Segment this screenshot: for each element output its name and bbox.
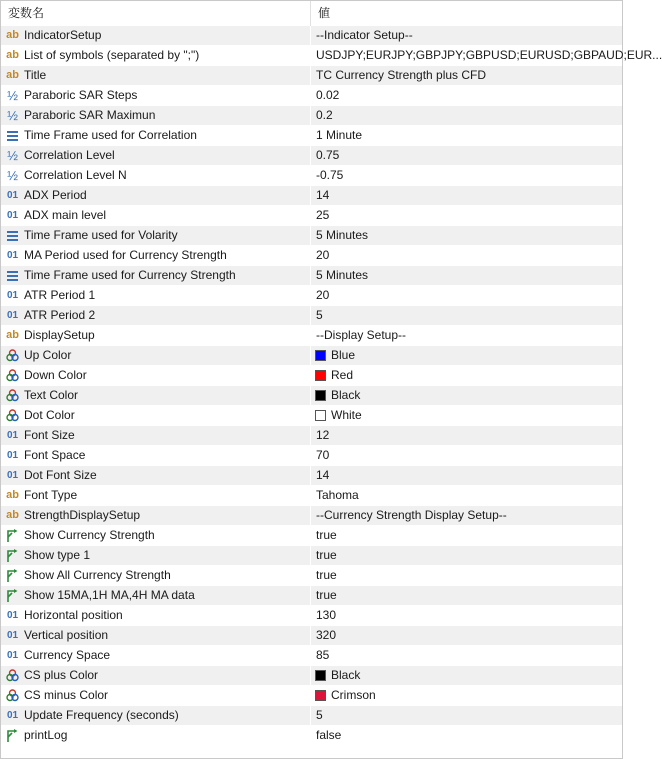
parameter-row[interactable] (1, 406, 622, 426)
parameter-row[interactable] (1, 386, 622, 406)
parameter-value-cell[interactable] (311, 66, 622, 85)
parameter-value-cell[interactable] (311, 446, 622, 465)
parameter-value: 5 (316, 308, 323, 322)
parameter-row[interactable] (1, 226, 622, 246)
double-type-icon: ½ (7, 148, 18, 163)
parameter-row[interactable] (1, 666, 622, 686)
parameter-name: ADX Period (24, 188, 87, 202)
parameter-value-cell[interactable] (311, 126, 622, 145)
parameter-name: ATR Period 2 (24, 308, 96, 322)
parameter-value: 0.75 (316, 148, 340, 162)
parameter-name: Show 15MA,1H MA,4H MA data (24, 588, 195, 602)
parameter-value: 5 Minutes (316, 228, 369, 242)
parameter-value-cell[interactable] (311, 386, 622, 405)
color-type-icon (5, 408, 20, 423)
parameter-value: 0.2 (316, 108, 333, 122)
parameter-value-cell[interactable] (311, 466, 622, 485)
parameter-value: Blue (331, 348, 356, 362)
parameter-value-cell[interactable] (311, 626, 622, 645)
parameter-name: Time Frame used for Currency Strength (24, 268, 236, 282)
parameter-row[interactable] (1, 446, 622, 466)
parameter-row[interactable] (1, 606, 622, 626)
parameter-value-cell[interactable] (311, 326, 622, 345)
parameter-value-cell[interactable] (311, 606, 622, 625)
parameter-row[interactable] (1, 106, 622, 126)
parameter-name: ADX main level (24, 208, 107, 222)
bool-type-icon (5, 548, 20, 563)
parameter-name-cell[interactable] (1, 686, 311, 705)
parameter-value-cell[interactable] (311, 406, 622, 425)
integer-type-icon: 01 (6, 210, 19, 221)
parameter-name-cell[interactable] (1, 666, 311, 685)
bool-type-icon (5, 728, 20, 743)
parameter-value-cell[interactable] (311, 226, 622, 245)
parameter-name-cell[interactable] (1, 606, 311, 625)
parameter-name: Text Color (24, 388, 79, 402)
parameter-name-cell[interactable] (1, 466, 311, 485)
parameter-name-cell[interactable] (1, 346, 311, 365)
parameter-value: true (316, 548, 337, 562)
color-type-icon (5, 368, 20, 383)
string-type-icon: ab (6, 69, 19, 81)
column-header-value[interactable]: 値 (318, 6, 331, 20)
parameter-row[interactable] (1, 66, 622, 86)
parameter-name-cell[interactable] (1, 426, 311, 445)
parameter-row[interactable] (1, 426, 622, 446)
parameter-name: Update Frequency (seconds) (24, 708, 179, 722)
parameter-name-cell[interactable] (1, 106, 311, 125)
bool-type-icon (5, 588, 20, 603)
double-type-icon: ½ (7, 168, 18, 183)
parameter-value: Black (331, 668, 361, 682)
string-type-icon: ab (6, 509, 19, 521)
parameter-name: Show Currency Strength (24, 528, 155, 542)
parameter-name: Show All Currency Strength (24, 568, 171, 582)
parameter-value: --Display Setup-- (316, 328, 407, 342)
parameter-value: Red (331, 368, 354, 382)
parameter-name-cell[interactable] (1, 286, 311, 305)
parameter-name-cell[interactable] (1, 406, 311, 425)
parameter-value-cell[interactable] (311, 46, 662, 65)
parameter-name: Font Type (24, 488, 78, 502)
parameter-value-cell[interactable] (311, 166, 622, 185)
parameter-value: 14 (316, 468, 330, 482)
double-type-icon: ½ (7, 88, 18, 103)
parameter-value: --Indicator Setup-- (316, 28, 413, 42)
parameter-value: Black (331, 388, 361, 402)
parameter-value-cell[interactable] (311, 506, 622, 525)
parameter-value: 0.02 (316, 88, 340, 102)
parameter-name-cell[interactable] (1, 226, 311, 245)
parameter-value: false (316, 728, 342, 742)
parameter-value-cell[interactable] (311, 666, 622, 685)
parameter-row[interactable] (1, 566, 622, 586)
color-swatch (315, 350, 326, 361)
parameter-value-cell[interactable] (311, 86, 622, 105)
parameter-value: 320 (316, 628, 337, 642)
parameter-row[interactable] (1, 366, 622, 386)
parameter-row[interactable] (1, 486, 622, 506)
parameter-name-cell[interactable] (1, 266, 311, 285)
parameter-name: Time Frame used for Volarity (24, 228, 178, 242)
parameter-row[interactable] (1, 686, 622, 706)
string-type-icon: ab (6, 29, 19, 41)
color-swatch (315, 390, 326, 401)
color-type-icon (5, 388, 20, 403)
parameter-row[interactable] (1, 286, 622, 306)
parameter-name-cell[interactable] (1, 706, 311, 725)
parameter-value-cell[interactable] (311, 366, 622, 385)
parameter-value-cell[interactable] (311, 306, 622, 325)
double-type-icon: ½ (7, 108, 18, 123)
integer-type-icon: 01 (6, 250, 19, 261)
parameter-name-cell[interactable] (1, 546, 311, 565)
parameter-row[interactable] (1, 526, 622, 546)
integer-type-icon: 01 (6, 650, 19, 661)
color-swatch (315, 370, 326, 381)
parameter-row[interactable] (1, 126, 622, 146)
parameter-value-cell[interactable] (311, 486, 622, 505)
parameter-name-cell[interactable] (1, 366, 311, 385)
parameter-value: 20 (316, 248, 330, 262)
integer-type-icon: 01 (6, 630, 19, 641)
parameter-value: --Currency Strength Display Setup-- (316, 508, 507, 522)
parameter-row[interactable] (1, 726, 622, 746)
parameter-row[interactable] (1, 706, 622, 726)
parameter-name-cell[interactable] (1, 146, 311, 165)
integer-type-icon: 01 (6, 430, 19, 441)
color-type-icon (5, 688, 20, 703)
parameter-row[interactable] (1, 166, 622, 186)
parameter-rows (1, 26, 662, 746)
parameter-name-cell[interactable] (1, 626, 311, 645)
column-divider[interactable] (310, 1, 311, 26)
parameter-name-cell[interactable] (1, 566, 311, 585)
parameter-name: MA Period used for Currency Strength (24, 248, 227, 262)
enum-type-icon (5, 268, 20, 283)
parameter-row[interactable] (1, 266, 622, 286)
parameter-value-cell[interactable] (311, 266, 622, 285)
parameter-name: List of symbols (separated by ";") (24, 48, 200, 62)
parameter-value-cell[interactable] (311, 286, 622, 305)
parameter-name: ATR Period 1 (24, 288, 96, 302)
parameter-value-cell[interactable] (311, 686, 622, 705)
parameter-name-cell[interactable] (1, 46, 311, 65)
parameter-value: 85 (316, 648, 330, 662)
parameter-value: true (316, 568, 337, 582)
parameter-row[interactable] (1, 346, 622, 366)
parameter-name-cell[interactable] (1, 166, 311, 185)
parameter-name: Up Color (24, 348, 72, 362)
parameter-name: Vertical position (24, 628, 109, 642)
parameter-name: Paraboric SAR Maximun (24, 108, 156, 122)
parameter-value-cell[interactable] (311, 566, 622, 585)
parameter-name-cell[interactable] (1, 86, 311, 105)
parameter-name-cell[interactable] (1, 646, 311, 665)
parameter-value-cell[interactable] (311, 346, 622, 365)
parameter-name: Title (24, 68, 47, 82)
parameter-value-cell[interactable] (311, 526, 622, 545)
parameter-row[interactable] (1, 206, 622, 226)
parameter-name: DisplaySetup (24, 328, 95, 342)
integer-type-icon: 01 (6, 310, 19, 321)
parameter-name-cell[interactable] (1, 186, 311, 205)
parameter-value: true (316, 528, 337, 542)
parameter-value-cell[interactable] (311, 26, 622, 45)
parameter-name: Paraboric SAR Steps (24, 88, 138, 102)
parameter-name-cell[interactable] (1, 246, 311, 265)
parameter-name-cell[interactable] (1, 726, 311, 745)
parameter-row[interactable] (1, 86, 622, 106)
column-header-name[interactable]: 変数名 (8, 6, 45, 20)
parameter-value: 70 (316, 448, 330, 462)
parameter-name: IndicatorSetup (24, 28, 102, 42)
parameter-row[interactable] (1, 26, 622, 46)
parameter-value: 1 Minute (316, 128, 363, 142)
color-swatch (315, 410, 326, 421)
integer-type-icon: 01 (6, 190, 19, 201)
parameter-name: Dot Color (24, 408, 75, 422)
parameter-row[interactable] (1, 586, 622, 606)
parameter-name: Correlation Level N (24, 168, 127, 182)
parameter-row[interactable] (1, 186, 622, 206)
parameter-value-cell[interactable] (311, 186, 622, 205)
parameter-row[interactable] (1, 626, 622, 646)
string-type-icon: ab (6, 329, 19, 341)
parameter-row[interactable] (1, 146, 622, 166)
integer-type-icon: 01 (6, 470, 19, 481)
parameter-value: 130 (316, 608, 337, 622)
integer-type-icon: 01 (6, 610, 19, 621)
parameter-name: CS plus Color (24, 668, 99, 682)
parameter-name: Dot Font Size (24, 468, 97, 482)
parameter-value: -0.75 (316, 168, 344, 182)
enum-type-icon (5, 228, 20, 243)
parameter-name-cell[interactable] (1, 486, 311, 505)
parameter-name: CS minus Color (24, 688, 109, 702)
grid-header (1, 1, 622, 27)
parameter-row[interactable] (1, 506, 622, 526)
parameter-name: Down Color (24, 368, 87, 382)
parameter-value: TC Currency Strength plus CFD (316, 68, 487, 82)
integer-type-icon: 01 (6, 290, 19, 301)
parameter-value: 5 Minutes (316, 268, 369, 282)
parameter-name-cell[interactable] (1, 26, 311, 45)
parameter-name: Currency Space (24, 648, 111, 662)
enum-type-icon (5, 128, 20, 143)
bool-type-icon (5, 528, 20, 543)
parameter-row[interactable] (1, 306, 622, 326)
parameter-name-cell[interactable] (1, 446, 311, 465)
string-type-icon: ab (6, 49, 19, 61)
parameter-value-cell[interactable] (311, 146, 622, 165)
parameter-row[interactable] (1, 246, 622, 266)
parameter-name-cell[interactable] (1, 66, 311, 85)
parameter-name-cell[interactable] (1, 526, 311, 545)
parameter-name: Correlation Level (24, 148, 115, 162)
parameter-value-cell[interactable] (311, 206, 622, 225)
integer-type-icon: 01 (6, 450, 19, 461)
parameter-name-cell[interactable] (1, 506, 311, 525)
parameter-name: Time Frame used for Correlation (24, 128, 197, 142)
parameter-row[interactable] (1, 466, 622, 486)
parameter-value-cell[interactable] (311, 586, 622, 605)
parameter-value-cell[interactable] (311, 106, 622, 125)
parameter-value-cell[interactable] (311, 726, 622, 745)
parameter-value: 12 (316, 428, 330, 442)
parameter-name: Horizontal position (24, 608, 123, 622)
parameter-value-cell[interactable] (311, 706, 622, 725)
parameter-value: 5 (316, 708, 323, 722)
parameter-row[interactable] (1, 46, 662, 66)
parameter-value-cell[interactable] (311, 646, 622, 665)
parameter-row[interactable] (1, 646, 622, 666)
parameter-name-cell[interactable] (1, 326, 311, 345)
parameter-value: 25 (316, 208, 330, 222)
string-type-icon: ab (6, 489, 19, 501)
parameter-value: Crimson (331, 688, 376, 702)
parameter-row[interactable] (1, 546, 622, 566)
parameter-name: Font Size (24, 428, 75, 442)
parameter-row[interactable] (1, 326, 622, 346)
parameter-value: USDJPY;EURJPY;GBPJPY;GBPUSD;EURUSD;GBPAUD;EUR... (316, 48, 662, 62)
color-swatch (315, 670, 326, 681)
parameter-name-cell[interactable] (1, 586, 311, 605)
color-type-icon (5, 668, 20, 683)
bool-type-icon (5, 568, 20, 583)
parameter-value: Tahoma (316, 488, 359, 502)
parameter-name-cell[interactable] (1, 306, 311, 325)
parameter-name-cell[interactable] (1, 126, 311, 145)
parameter-name-cell[interactable] (1, 386, 311, 405)
parameter-name: Show type 1 (24, 548, 91, 562)
parameter-value-cell[interactable] (311, 426, 622, 445)
parameter-value-cell[interactable] (311, 546, 622, 565)
color-type-icon (5, 348, 20, 363)
parameter-value: 14 (316, 188, 330, 202)
parameter-value: White (331, 408, 362, 422)
integer-type-icon: 01 (6, 710, 19, 721)
color-swatch (315, 690, 326, 701)
parameter-value: 20 (316, 288, 330, 302)
parameter-name: Font Space (24, 448, 86, 462)
parameter-name: StrengthDisplaySetup (24, 508, 141, 522)
parameter-name: printLog (24, 728, 68, 742)
parameter-value: true (316, 588, 337, 602)
parameter-value-cell[interactable] (311, 246, 622, 265)
parameter-name-cell[interactable] (1, 206, 311, 225)
